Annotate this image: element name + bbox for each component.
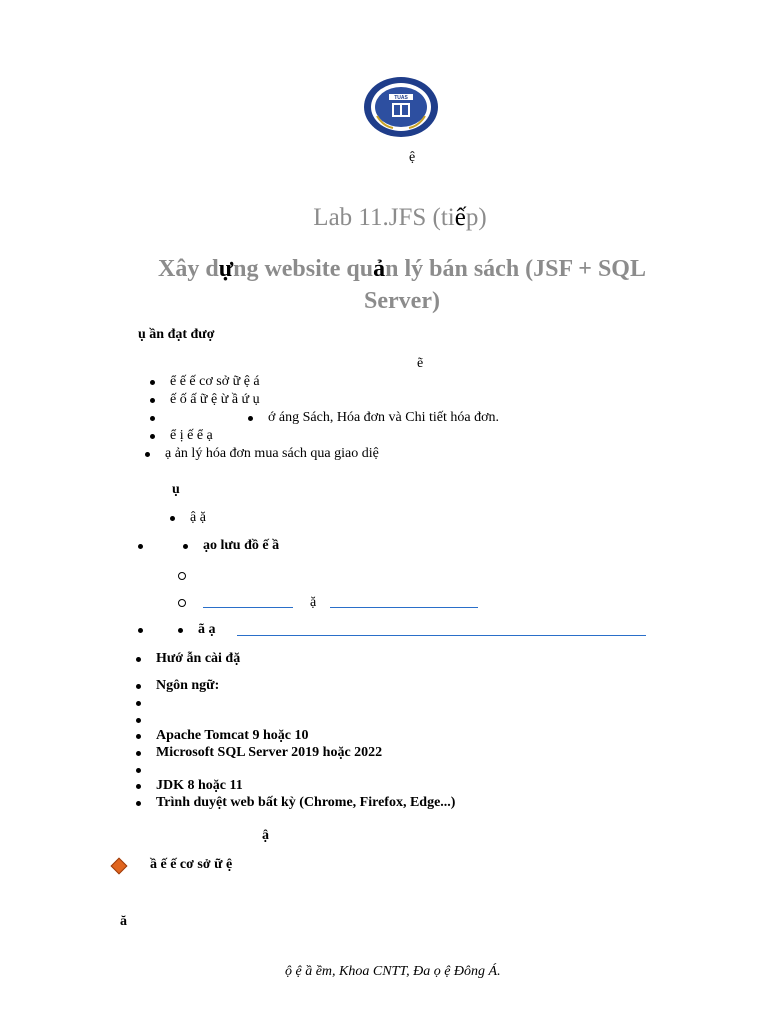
subtitle-part: Server) [364,288,440,314]
objective-item: ể ế ế cơ sở ữ ệ á [170,374,260,389]
subtitle-part: Xây d [158,256,219,282]
bullet-dot [138,628,143,633]
objective-item: ế ố ấ ữ ệ ừ ầ ứ ụ [170,392,260,407]
bullet-dot [138,544,143,549]
subtitle-mark: ả [373,256,386,282]
step-a-label: ă [120,914,127,929]
subtitle-part: ng website qu [233,256,374,282]
objectives-heading: ụ ần đạt đượ [138,327,215,342]
lab-title-mark: ế [454,204,466,231]
requirement-item: JDK 8 hoặc 11 [156,778,243,793]
requirement-item: Hướ ẫn cài đặ [156,651,241,666]
university-seal-logo [363,76,439,138]
requirement-item [198,621,216,639]
hyperlink-underline[interactable] [203,607,293,608]
requirement-item: Microsoft SQL Server 2019 hoặc 2022 [156,745,383,760]
objective-text: ớ áng Sách, Hóa đơn và Chi tiết hóa đơn. [268,410,499,425]
page-footer: ộ ệ ầ ềm, Khoa CNTT, Đa ọ ệ Đông Á. [285,964,501,979]
requirement-item: Trình duyệt web bất kỳ (Chrome, Firefox, Edge...) [156,795,456,810]
objectives-subline: ẽ [417,356,424,371]
requirements-heading: ụ [172,482,180,497]
step-1-heading: ầ ế ế cơ sở ữ ệ [150,857,233,872]
lab-title-part: Lab 11.JFS (ti [313,204,455,231]
requirement-item: Ngôn ngữ: [156,678,220,693]
sub-requirement-text: ặ [310,595,317,610]
svg-text:TUAS: TUAS [394,95,408,101]
objective-item: ể ị ế ể ạ [170,428,213,443]
subtitle-part: n lý bán sách (JSF + SQL [385,256,646,282]
requirement-text: ạo lưu đồ ế ầ [203,538,280,553]
hyperlink-underline[interactable] [330,607,478,608]
requirement-item: ậ ặ [190,510,206,525]
requirement-item [203,537,279,555]
objective-item: ạ ản lý hóa đơn mua sách qua giao diệ [165,446,379,461]
hyperlink-underline[interactable] [237,635,646,636]
requirement-text: ã ạ [198,622,216,637]
section-heading: ậ [262,828,269,843]
lab-title [0,204,768,232]
objective-item [268,409,499,427]
subtitle-mark: ự [218,256,234,282]
bullet-dot [150,416,155,421]
requirement-item: Apache Tomcat 9 hoặc 10 [156,728,309,743]
faculty-line: ệ [409,150,416,165]
lab-subtitle [130,253,674,317]
diamond-bullet-icon [111,858,128,875]
lab-title-part: p) [465,204,487,231]
